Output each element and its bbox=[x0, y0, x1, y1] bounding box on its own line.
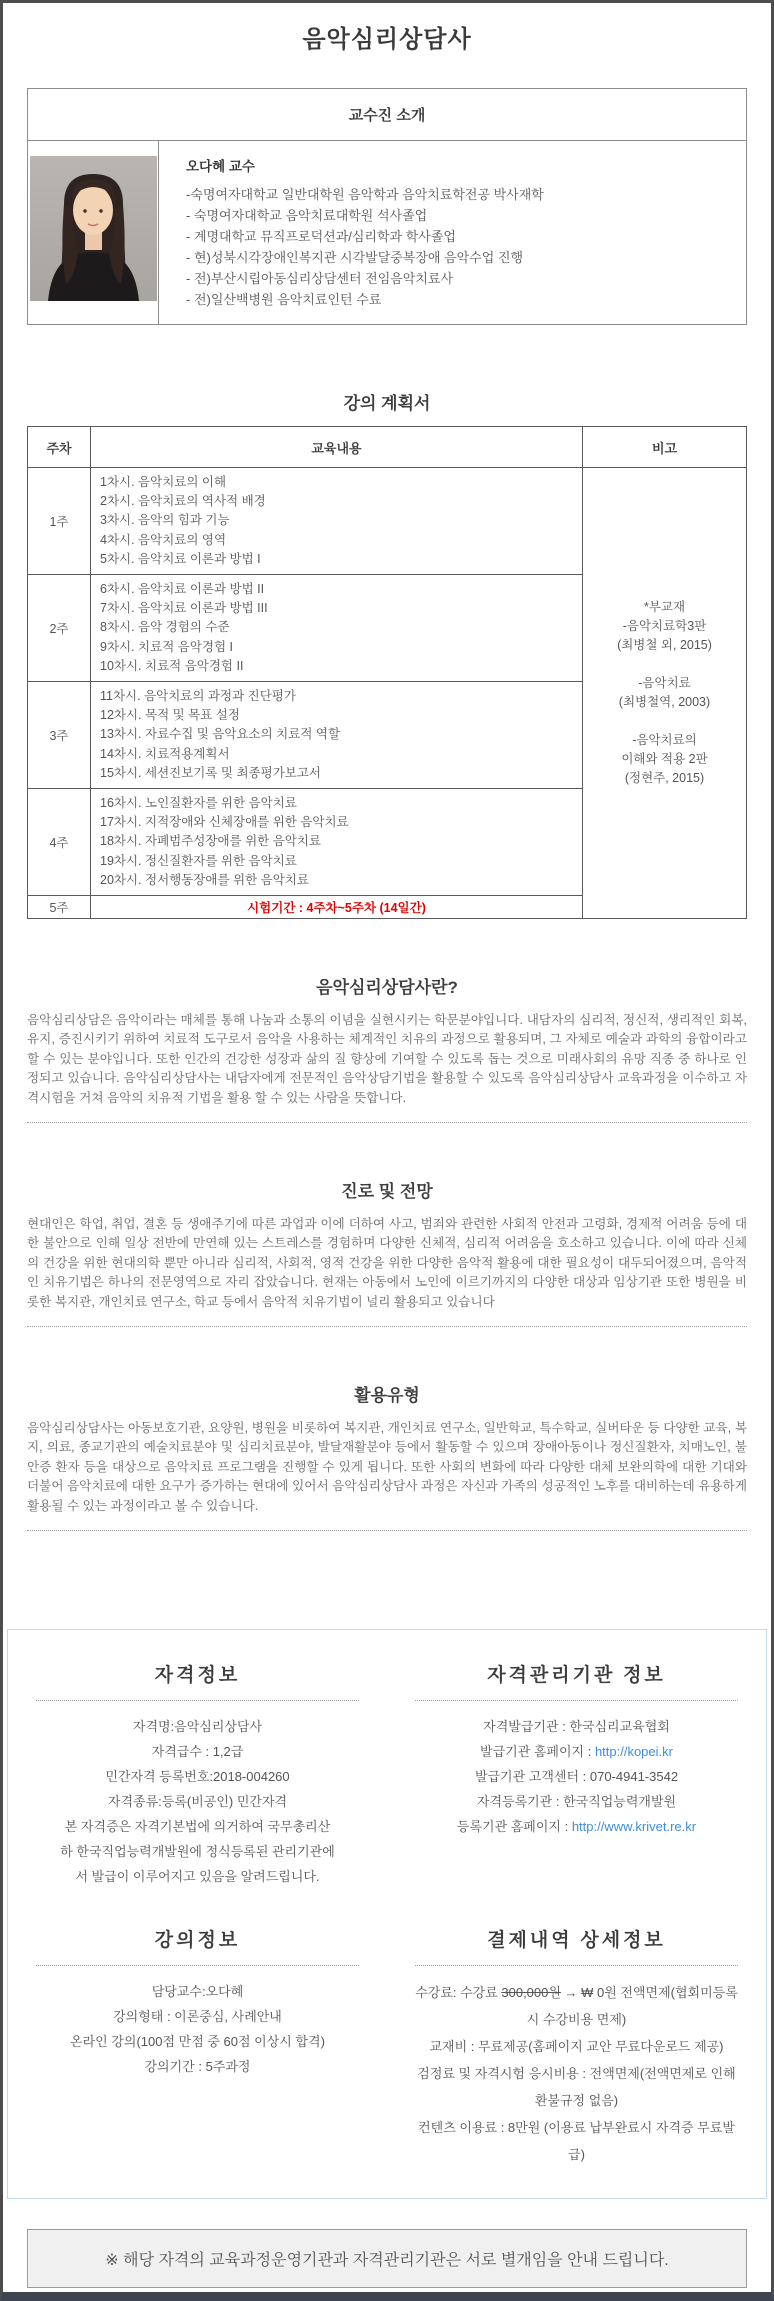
note-column-header: 비고 bbox=[583, 427, 747, 468]
section-title-career: 진로 및 전망 bbox=[341, 1182, 433, 1202]
fee-exempt-text: → ₩ 0원 전액면제(협회미등록시 수강비용 면제) bbox=[526, 1985, 738, 2028]
lecture-line: 온라인 강의(100점 만점 중 60점 이상시 합격) bbox=[70, 2034, 325, 2050]
agency-value: 070-4941-3542 bbox=[589, 1769, 679, 1785]
qualification-line: 본 자격증은 자격기본법에 의거하여 국무총리산 bbox=[64, 1819, 331, 1835]
lesson-line: 11차시. 음악치료의 과정과 진단평가 bbox=[100, 689, 296, 704]
lesson-line: 7차시. 음악치료 이론과 방법 III bbox=[100, 601, 268, 616]
note-line bbox=[584, 655, 745, 674]
credential-line: - 전)부산시립아동심리상담센터 전임음악치료사 bbox=[186, 271, 454, 286]
week-column-header: 주차 bbox=[28, 427, 91, 468]
lesson-line: 13차시. 자료수집 및 음악요소의 치료적 역할 bbox=[100, 727, 341, 742]
professor-photo-image bbox=[30, 156, 157, 301]
lesson-line: 12차시. 목적 및 목표 설정 bbox=[100, 708, 240, 723]
week-cell: 2주 bbox=[28, 575, 91, 682]
payment-line: 교재비 : 무료제공(홈페이지 교안 무료다운로드 제공) bbox=[429, 2039, 724, 2055]
week-cell: 5주 bbox=[28, 896, 91, 919]
lesson-line: 14차시. 치료적용계획서 bbox=[100, 746, 230, 761]
faculty-header-row bbox=[28, 89, 747, 141]
info-card bbox=[7, 1629, 767, 2199]
agency-line bbox=[415, 1764, 738, 1789]
lesson-line: 20차시. 정서행동장애를 위한 음악치료 bbox=[100, 872, 309, 887]
agency-label: 발급기관 홈페이지 : bbox=[480, 1744, 595, 1760]
qualification-line: 민간자격 등록번호:2018-004260 bbox=[105, 1769, 290, 1785]
lesson-line: 10차시. 치료적 음악경험 II bbox=[100, 658, 244, 673]
note-line: -음악치료학3판 bbox=[622, 619, 707, 634]
agency-line bbox=[415, 1739, 738, 1764]
agency-value: 한국심리교육협회 bbox=[569, 1719, 670, 1735]
syllabus-row-week1 bbox=[28, 468, 747, 575]
content-cell bbox=[91, 468, 583, 575]
fee-prefix: 수강료: 수강료 bbox=[415, 1985, 502, 2001]
faculty-table bbox=[27, 88, 747, 325]
agency-info-title: 자격관리기관 정보 bbox=[415, 1660, 738, 1701]
lesson-line: 5차시. 음악치료 이론과 방법 I bbox=[100, 551, 261, 566]
agency-label: 자격등록기관 : bbox=[476, 1794, 564, 1810]
payment-fee-line bbox=[415, 1979, 738, 2033]
note-line: (최병철 외, 2015) bbox=[617, 638, 712, 653]
section-body-usage: 음악심리상담사는 아동보호기관, 요양원, 병원을 비롯하여 복지관, 개인치료 연구소, 일반학교, 특수학교, 실버타운 등 다양한 교육, 복지, 의료, 종교기관의 예술치료분야 및 심리치료분야, 발달재활분야 등에서 활동할 수 있으며 장애아동이나 정신질환자, 치매노인, 불안증 환자 등을 대상으로 음악치료 프로그램을 진행할 수 있게 됩니다. 또한 사회의 변화에 따라 다양한 대체 보완의학에 대한 기대와 더불어 음악치료에 대한 요구가 증가하는 현대에 있어서 음악심리상담사 과정은 자신과 가족의 성공적인 노후를 대비하는데 유용하게 활용될 수 있는 과정이라고 볼 수 있습니다. bbox=[27, 1420, 747, 1513]
dotted-separator bbox=[27, 1122, 747, 1123]
lecture-line: 강의형태 : 이론중심, 사례안내 bbox=[113, 2009, 282, 2025]
agency-value: 한국직업능력개발원 bbox=[563, 1794, 677, 1810]
note-line: -음악치료의 bbox=[632, 733, 697, 748]
qualification-info-title: 자격정보 bbox=[36, 1660, 359, 1701]
note-line: 이해와 적용 2판 bbox=[621, 752, 708, 767]
lesson-line: 19차시. 정신질환자를 위한 음악치료 bbox=[100, 853, 297, 868]
credential-line: - 숙명여자대학교 음악치료대학원 석사졸업 bbox=[186, 208, 428, 223]
syllabus-table bbox=[27, 426, 747, 919]
credential-line: -숙명여자대학교 일반대학원 음악학과 음악치료학전공 박사재학 bbox=[186, 187, 544, 202]
footer-notice-text: ※ 해당 자격의 교육과정운영기관과 자격관리기관은 서로 별개임을 안내 드립니다. bbox=[105, 2252, 669, 2270]
lecture-info-title: 강의정보 bbox=[36, 1925, 359, 1966]
agency-line bbox=[415, 1789, 738, 1814]
lesson-line: 4차시. 음악치료의 영역 bbox=[100, 532, 227, 547]
professor-photo bbox=[30, 156, 157, 301]
professor-name: 오다혜 교수 bbox=[186, 159, 255, 174]
registry-homepage-link[interactable]: http://www.krivet.re.kr bbox=[571, 1819, 697, 1835]
agency-info-block bbox=[387, 1660, 766, 1889]
lecture-line: 담당교수:오다혜 bbox=[151, 1984, 244, 2000]
lesson-line: 1차시. 음악치료의 이해 bbox=[100, 475, 227, 489]
note-line: -음악치료 bbox=[638, 676, 691, 691]
lecture-line: 강의기간 : 5주과정 bbox=[144, 2059, 251, 2075]
qualification-line: 하 한국직업능력개발원에 정식등록된 관리기관에 bbox=[60, 1844, 335, 1860]
lesson-line: 15차시. 세션진보기록 및 최종평가보고서 bbox=[100, 765, 321, 780]
qualification-line: 자격명:음악심리상담사 bbox=[132, 1719, 263, 1735]
syllabus-title: 강의 계획서 bbox=[343, 394, 431, 413]
qualification-line: 서 발급이 이루어지고 있음을 알려드립니다. bbox=[75, 1869, 320, 1885]
dotted-separator bbox=[27, 1530, 747, 1531]
fee-original-price: 300,000원 bbox=[501, 1985, 561, 2001]
agency-label: 자격발급기관 : bbox=[483, 1719, 570, 1735]
lesson-line: 8차시. 음악 경험의 수준 bbox=[100, 620, 230, 635]
photo-cell bbox=[28, 141, 159, 325]
content-cell bbox=[91, 575, 583, 682]
payment-line: 검정료 및 자격시험 응시비용 : 전액면제(전액면제로 인해 환불규정 없음) bbox=[417, 2066, 736, 2109]
credential-line: - 전)일산백병원 음악치료인턴 수료 bbox=[186, 292, 382, 307]
note-line bbox=[584, 712, 745, 731]
section-title-usage: 활용유형 bbox=[354, 1386, 420, 1406]
content-area bbox=[3, 19, 771, 1531]
qualification-line: 자격급수 : 1,2급 bbox=[151, 1744, 244, 1760]
payment-line: 컨텐츠 이용료 : 8만원 (이용료 납부완료시 자격증 무료발급) bbox=[418, 2120, 735, 2163]
payment-info-block bbox=[387, 1925, 766, 2168]
exam-period-text: 시험기간 : 4주차~5주차 (14일간) bbox=[247, 900, 426, 915]
agency-line bbox=[415, 1714, 738, 1739]
section-body-career: 현대인은 학업, 취업, 결혼 등 생애주기에 따른 과업과 이에 더하여 사고, 범죄와 관련한 사회적 안전과 고령화, 경제적 어려움 등에 대한 불안으로 인해 일상 전반에 만연해 있는 스트레스를 경험하며 다양한 신체적, 심리적 어려움을 호소하고 있습니다. 이에 따라 신체의 건강을 위한 현대의학 뿐만 아니라 심리적, 사회적, 영적 건강을 위한 다양한 음악적 활용에 대한 필요성이 대두되어졌으며, 음악적인 치유기법은 하나의 전문영역으로 자리 잡았습니다. 현재는 아동에서 노인에 이르기까지의 다양한 대상과 임상기관 또한 병원을 비롯한 복지관, 개인치료 연구소, 학교 등에서 음악적 치유기법이 널리 활용되고 있습니다 bbox=[27, 1216, 747, 1309]
page-title: 음악심리상담사 bbox=[302, 26, 472, 53]
qualification-line: 자격종류:등록(비공인) 민간자격 bbox=[107, 1794, 288, 1810]
agency-label: 등록기관 홈페이지 : bbox=[456, 1819, 572, 1835]
credential-line: - 현)성북시각장애인복지관 시각발달중복장애 음악수업 진행 bbox=[186, 250, 524, 265]
qualification-info-block bbox=[8, 1660, 387, 1889]
section-body-what-is: 음악심리상담은 음악이라는 매체를 통해 나눔과 소통의 이념을 실현시키는 학문분야입니다. 내담자의 심리적, 정신적, 생리적인 회복, 유지, 증진시키기 위하여 치료적 도구로서 음악을 사용하는 체계적인 치유의 과정으로 활용되며, 그 자체로 예술과 과학의 융합이라고 할 수 있는 분야입니다. 또한 인간의 건강한 성장과 삶의 질 향상에 기여할 수 있도록 돕는 것으로 미래사회의 유망 직종 중 하나로 인정되고 있습니다. 음악심리상담사는 내담자에게 전문적인 음악상담기법을 활용할 수 있도록 음악심리상담사 교육과정을 이수하고 자격시험을 거쳐 음악의 치유적 기법을 활용 할 수 있는 사람을 뜻합니다. bbox=[27, 1012, 747, 1105]
week-cell: 4주 bbox=[28, 789, 91, 896]
content-cell bbox=[91, 789, 583, 896]
lesson-line: 2차시. 음악치료의 역사적 배경 bbox=[100, 494, 266, 509]
content-column-header: 교육내용 bbox=[91, 427, 583, 468]
note-line: (최병철역, 2003) bbox=[618, 695, 711, 710]
lesson-line: 9차시. 치료적 음악경험 I bbox=[100, 639, 233, 654]
footer-notice-box bbox=[27, 2229, 747, 2288]
syllabus-header-row bbox=[28, 427, 747, 468]
lesson-line: 17차시. 지적장애와 신체장애를 위한 음악치료 bbox=[100, 815, 349, 830]
faculty-header: 교수진 소개 bbox=[28, 89, 747, 141]
exam-period-cell bbox=[91, 896, 583, 919]
week-cell: 3주 bbox=[28, 682, 91, 789]
dotted-separator bbox=[27, 1326, 747, 1327]
note-line: (정현주, 2015) bbox=[624, 771, 705, 786]
professor-info-cell bbox=[159, 141, 747, 325]
lesson-line: 18차시. 자폐범주성장애를 위한 음악치료 bbox=[100, 834, 321, 849]
week-cell: 1주 bbox=[28, 468, 91, 575]
payment-info-title: 결제내역 상세정보 bbox=[415, 1925, 738, 1966]
lecture-info-block bbox=[8, 1925, 387, 2168]
agency-label: 발급기관 고객센터 : bbox=[474, 1769, 590, 1785]
credential-line: - 계명대학교 뮤직프로덕션과/심리학과 학사졸업 bbox=[186, 229, 456, 244]
issuer-homepage-link[interactable]: http://kopei.kr bbox=[594, 1744, 673, 1760]
lesson-line: 16차시. 노인질환자를 위한 음악치료 bbox=[100, 796, 297, 811]
faculty-body-row bbox=[28, 141, 747, 325]
section-title-what-is: 음악심리상담사란? bbox=[316, 978, 458, 998]
content-cell bbox=[91, 682, 583, 789]
note-cell bbox=[583, 468, 747, 919]
agency-line bbox=[415, 1814, 738, 1839]
lesson-line: 6차시. 음악치료 이론과 방법 II bbox=[100, 582, 265, 597]
note-line: *부교재 bbox=[643, 600, 686, 615]
lesson-line: 3차시. 음악의 힘과 기능 bbox=[100, 513, 230, 528]
